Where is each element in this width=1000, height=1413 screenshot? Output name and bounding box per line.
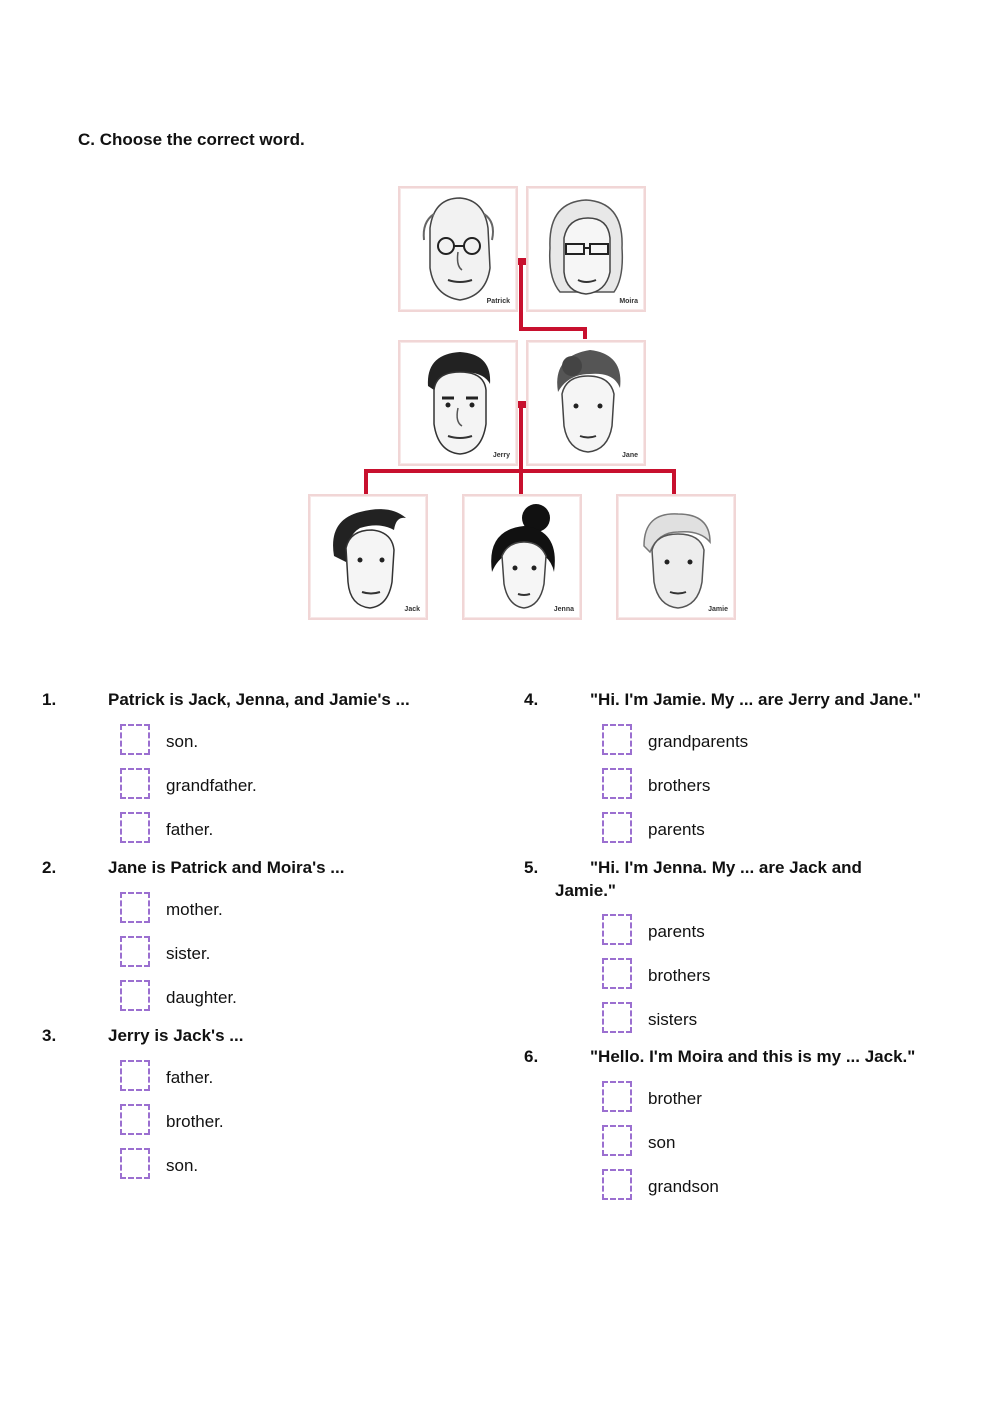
question-number: 3. — [42, 1026, 57, 1045]
option-label: mother. — [166, 900, 223, 919]
face-jenna-icon — [464, 496, 580, 618]
checkbox[interactable] — [120, 1060, 150, 1091]
question-number: 1. — [42, 690, 57, 709]
portrait-jane — [526, 340, 646, 466]
option-label: brothers — [648, 776, 711, 795]
question-text-continued: Jamie." — [555, 881, 616, 900]
portrait-moira — [526, 186, 646, 312]
face-jamie-icon — [618, 496, 734, 618]
checkbox[interactable] — [602, 812, 632, 843]
portrait-jack — [308, 494, 428, 620]
question-text: "Hi. I'm Jamie. My ... are Jerry and Jane." — [590, 690, 922, 709]
name-label: Moira — [619, 298, 638, 305]
option-label: son — [648, 1133, 676, 1152]
question-number: 5. — [524, 858, 539, 877]
question-3 — [42, 1024, 482, 1048]
checkbox[interactable] — [602, 1081, 632, 1112]
checkbox[interactable] — [120, 1104, 150, 1135]
checkbox[interactable] — [602, 958, 632, 989]
question-number: 4. — [524, 690, 539, 709]
question-5 — [524, 856, 984, 904]
checkbox[interactable] — [120, 768, 150, 799]
question-number: 6. — [524, 1047, 539, 1066]
face-jerry-icon — [400, 342, 516, 464]
option-label: grandfather. — [166, 776, 257, 795]
face-jack-icon — [310, 496, 426, 618]
question-2 — [42, 856, 482, 880]
portrait-jenna — [462, 494, 582, 620]
option-label: son. — [166, 732, 199, 751]
checkbox[interactable] — [120, 724, 150, 755]
option-label: brothers — [648, 966, 711, 985]
question-text: Jane is Patrick and Moira's ... — [108, 858, 345, 877]
face-moira-icon — [528, 188, 644, 310]
option-label: sisters — [648, 1010, 698, 1029]
checkbox[interactable] — [602, 1169, 632, 1200]
question-text: "Hi. I'm Jenna. My ... are Jack and — [590, 858, 862, 877]
checkbox[interactable] — [120, 980, 150, 1011]
checkbox[interactable] — [120, 812, 150, 843]
question-number: 2. — [42, 858, 57, 877]
checkbox[interactable] — [602, 914, 632, 945]
checkbox[interactable] — [120, 892, 150, 923]
checkbox[interactable] — [602, 1125, 632, 1156]
option-label: father. — [166, 1068, 214, 1087]
name-label: Jerry — [492, 452, 510, 459]
name-label: Patrick — [486, 298, 510, 305]
question-text: Patrick is Jack, Jenna, and Jamie's ... — [108, 690, 410, 709]
name-label: Jack — [404, 606, 420, 613]
section-heading: C. Choose the correct word. — [78, 130, 305, 149]
checkbox[interactable] — [602, 1002, 632, 1033]
option-label: grandson — [648, 1177, 719, 1196]
option-label: daughter. — [166, 988, 237, 1007]
option-label: sister. — [166, 944, 211, 963]
face-jane-icon — [528, 342, 644, 464]
portrait-patrick — [398, 186, 518, 312]
face-patrick-icon — [400, 188, 516, 310]
question-6 — [524, 1045, 984, 1069]
question-text: Jerry is Jack's ... — [108, 1026, 244, 1045]
checkbox[interactable] — [120, 1148, 150, 1179]
option-label: brother. — [166, 1112, 224, 1131]
question-1 — [42, 688, 482, 712]
name-label: Jane — [622, 452, 638, 459]
portrait-jerry — [398, 340, 518, 466]
name-label: Jenna — [553, 606, 574, 613]
option-label: grandparents — [648, 732, 749, 751]
option-label: father. — [166, 820, 214, 839]
question-text: "Hello. I'm Moira and this is my ... Jack." — [590, 1047, 916, 1066]
question-4 — [524, 688, 984, 712]
checkbox[interactable] — [602, 724, 632, 755]
option-label: parents — [648, 820, 705, 839]
option-label: brother — [648, 1089, 702, 1108]
family-tree-illustration — [300, 172, 740, 627]
portrait-jamie — [616, 494, 736, 620]
checkbox[interactable] — [120, 936, 150, 967]
name-label: Jamie — [708, 606, 728, 613]
option-label: parents — [648, 922, 705, 941]
checkbox[interactable] — [602, 768, 632, 799]
option-label: son. — [166, 1156, 199, 1175]
